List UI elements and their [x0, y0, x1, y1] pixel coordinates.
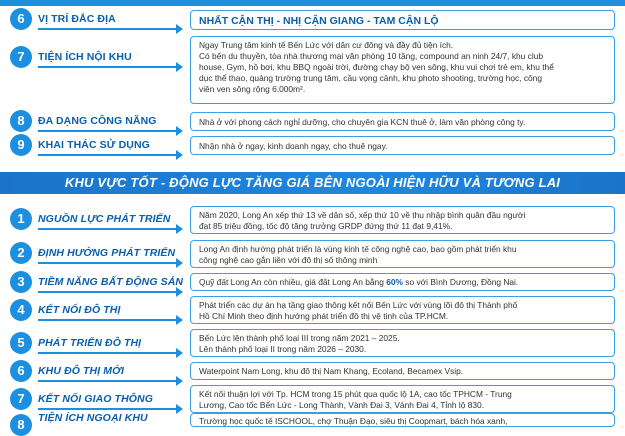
feature-box [190, 36, 615, 104]
feature-box: NHẤT CẬN THỊ - NHỊ CẬN GIANG - TAM CẬN LỘ [190, 10, 615, 30]
feature-row-amenities [0, 36, 625, 106]
number-badge: 1 [10, 208, 32, 230]
growth-row-urban-connection [0, 295, 625, 325]
growth-label: TIỆN ÍCH NGOẠI KHU [38, 412, 148, 424]
number-badge: 6 [10, 8, 32, 30]
feature-label: TIỆN ÍCH NỘI KHU [38, 51, 132, 63]
box-line: house, Gym, hồ bơi, khu BBQ ngoài trời, đường chạy bộ ven sông, khu vui chơi trẻ em, khu thể [199, 62, 554, 72]
growth-row-urban-development [0, 328, 625, 358]
underline-bar [38, 228, 180, 230]
box-text: so với Bình Dương, Đồng Nai. [402, 277, 519, 287]
growth-label: KHU ĐÔ THỊ MỚI [38, 365, 125, 377]
number-badge: 3 [10, 271, 32, 293]
underline-bar [38, 319, 180, 321]
box-line: Hồ Chí Minh theo định hướng phát triển đô thị vệ tinh của TP.HCM. [199, 311, 449, 321]
underline-bar [38, 66, 180, 68]
underline-bar [38, 28, 180, 30]
number-badge: 7 [10, 388, 32, 410]
arrow-icon [176, 315, 183, 325]
number-badge: 7 [10, 46, 32, 68]
number-badge: 8 [10, 110, 32, 132]
box-line: Long An định hướng phát triển là vùng kinh tế công nghệ cao, bao gồm phát triển khu [199, 244, 517, 254]
box-line: Lương, Cao tốc Bến Lức - Long Thành, Vành Đai 3, Vành Đai 4, Tỉnh lộ 830. [199, 400, 485, 410]
underline-bar [38, 291, 180, 293]
feature-box: Nhận nhà ở ngay, kinh doanh ngay, cho thuê ngay. [190, 136, 615, 155]
number-badge: 4 [10, 299, 32, 321]
box-line: Kết nối thuận lợi với Tp. HCM trong 15 phút qua quốc lộ 1A, cao tốc TPHCM - Trung [199, 389, 512, 399]
number-badge: 5 [10, 332, 32, 354]
box-line: Phát triển các dự án hạ tầng giao thông kết nối Bến Lức với vùng lõi đô thị Thành phố [199, 300, 518, 310]
box-line: đạt 85 triệu đồng, tốc độ tăng trưởng GRDP đứng thứ 11 đạt 9,41%. [199, 221, 453, 231]
growth-label: KẾT NỐI ĐÔ THỊ [38, 304, 121, 316]
growth-row-transport [0, 384, 625, 414]
feature-row-usage [0, 134, 625, 156]
underline-bar [38, 408, 180, 410]
growth-label: ĐỊNH HƯỚNG PHÁT TRIỂN [38, 247, 176, 259]
box-line: Có bến du thuyền, tòa nhà thương mại văn phòng 10 tầng, compound an ninh 24/7, khu club [199, 51, 544, 61]
growth-label: PHÁT TRIỂN ĐÔ THỊ [38, 337, 142, 349]
growth-row-new-urban-areas [0, 361, 625, 381]
box-line: viên ven sông rộng 6.000m². [199, 84, 306, 94]
underline-bar [38, 380, 180, 382]
feature-label: ĐA DẠNG CÔNG NĂNG [38, 115, 157, 127]
growth-label: TIỀM NĂNG BẤT ĐỘNG SẢN [38, 276, 184, 288]
number-badge: 6 [10, 360, 32, 382]
feature-label: VỊ TRÍ ĐẮC ĐỊA [38, 13, 116, 25]
arrow-icon [176, 150, 183, 160]
growth-label: KẾT NỐI GIAO THÔNG [38, 393, 153, 405]
highlight-value: 60% [386, 277, 403, 287]
growth-row-resources [0, 204, 625, 234]
box-text: Quỹ đất Long An còn nhiều, giá đất Long An bằng [199, 277, 387, 287]
growth-box [190, 385, 615, 413]
box-line: Năm 2020, Long An xếp thứ 13 về dân số, xếp thứ 10 về thu nhập bình quân đầu người [199, 210, 526, 220]
arrow-icon [176, 224, 183, 234]
growth-row-real-estate [0, 272, 625, 292]
growth-box [190, 206, 615, 234]
box-line: Bến Lức lên thành phố loại III trong năm 2021 – 2025. [199, 333, 400, 343]
box-line: Ngay Trung tâm kinh tế Bến Lức với dân cư đông và đầy đủ tiện ích. [199, 40, 454, 50]
box-line: Lên thành phố loại II trong năm 2026 – 2030. [199, 344, 367, 354]
top-strip [0, 0, 625, 6]
arrow-icon [176, 258, 183, 268]
growth-box [190, 240, 615, 268]
growth-box: Trường học quốc tế ISCHOOL, chợ Thuận Đạo, siêu thị Coopmart, bách hóa xanh, [190, 413, 615, 427]
number-badge: 8 [10, 414, 32, 436]
growth-box [190, 296, 615, 324]
growth-box [190, 273, 615, 291]
number-badge: 2 [10, 242, 32, 264]
underline-bar [38, 130, 180, 132]
underline-bar [38, 154, 180, 156]
growth-box: Waterpoint Nam Long, khu đô thị Nam Khang, Ecoland, Becamex Vsip. [190, 362, 615, 380]
underline-bar [38, 352, 180, 354]
arrow-icon [176, 24, 183, 34]
arrow-icon [176, 62, 183, 72]
feature-box: Nhà ở với phong cách nghỉ dưỡng, cho chuyên gia KCN thuê ở, làm văn phòng công ty. [190, 112, 615, 131]
underline-bar [38, 262, 180, 264]
growth-label: NGUỒN LỰC PHÁT TRIỂN [38, 213, 171, 225]
growth-box [190, 329, 615, 357]
box-line: dục thể thao, quảng trường trung tâm, cầu vọng cảnh, khu photo shooting, trường học, công [199, 73, 542, 83]
box-line: công nghệ cao gắn liền với đô thị số thông minh [199, 255, 378, 265]
section-title: KHU VỰC TỐT - ĐỘNG LỰC TĂNG GIÁ BÊN NGOÀI HIỆN HỮU VÀ TƯƠNG LAI [64, 175, 561, 190]
feature-label: KHAI THÁC SỬ DỤNG [38, 139, 150, 151]
feature-row-location [0, 8, 625, 32]
arrow-icon [176, 348, 183, 358]
growth-row-orientation [0, 238, 625, 268]
number-badge: 9 [10, 134, 32, 156]
growth-row-external-amenities [0, 412, 625, 432]
feature-row-multi-function [0, 110, 625, 132]
